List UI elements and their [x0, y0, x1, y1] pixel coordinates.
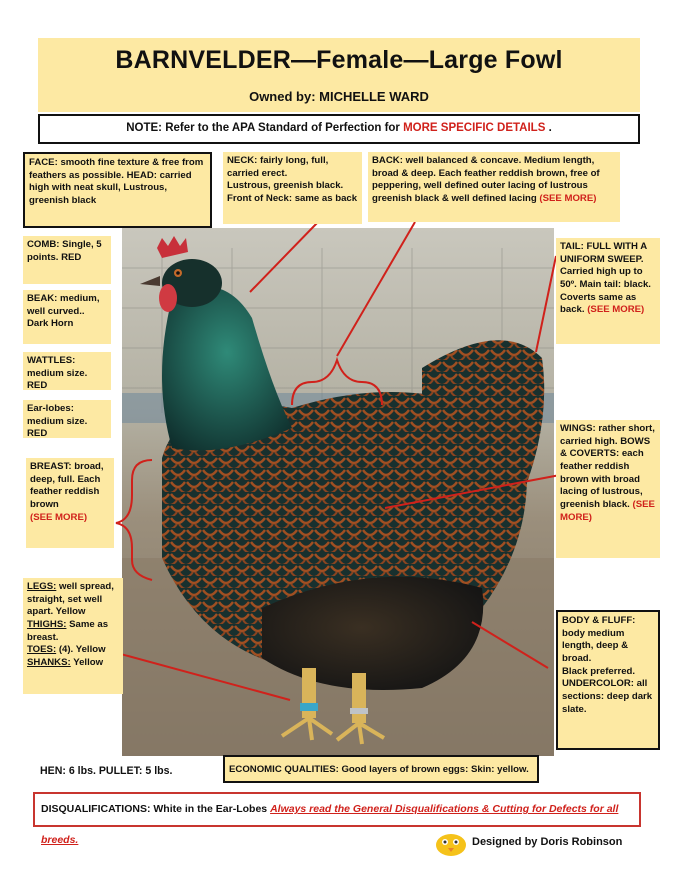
- note-highlight: MORE SPECIFIC DETAILS: [403, 122, 546, 134]
- breast-see-more-link[interactable]: (SEE MORE): [30, 511, 88, 523]
- legs-label: [23, 578, 123, 694]
- earlobes-label: [23, 400, 111, 438]
- designer-credit: [434, 829, 644, 857]
- body-line-3: UNDERCOLOR: all sections: deep dark slate.: [562, 678, 653, 715]
- tail-text: TAIL: FULL WITH A UNIFORM SWEEP. Carried high up to 50º. Main tail: black. Coverts same as back.: [560, 241, 651, 316]
- body-line-1: BODY & FLUFF: body medium length, deep & broad.: [562, 615, 636, 664]
- legs-term: LEGS:: [27, 581, 57, 592]
- back-label: [368, 152, 620, 222]
- earlobes-text: Ear-lobes: medium size. RED: [27, 403, 88, 440]
- face-text: FACE: smooth fine texture & free from feathers as possible. HEAD: carried high with neat skull, Lustrous, greenish black: [29, 157, 204, 206]
- disqualifications-label: DISQUALIFICATIONS: White in the Ear-Lobes: [41, 803, 271, 815]
- designer-text: Designed by Doris Robinson: [472, 836, 623, 848]
- note-text: NOTE: Refer to the APA Standard of Perfection for: [126, 122, 404, 134]
- wings-text: WINGS: rather short, carried high. BOWS & COVERTS: each feather reddish brown with broad lacing of lustrous, greenish black.: [560, 423, 655, 510]
- neck-line-3: Front of Neck: same as back: [227, 192, 358, 204]
- neck-label: [223, 152, 362, 224]
- note-end: .: [545, 122, 552, 134]
- breast-text: BREAST: broad, deep, full. Each feather reddish brown: [30, 461, 104, 510]
- face-label: [23, 152, 212, 228]
- wattles-label: [23, 352, 111, 390]
- back-text: BACK: well balanced & concave. Medium length, broad & deep. Each feather reddish brown, free of peppering, well defined outer lacing of lustrous greenish black & well defined lacing: [372, 155, 600, 204]
- neck-line-1: NECK: fairly long, full, carried erect.: [227, 155, 329, 179]
- neck-line-2: Lustrous, greenish black.: [227, 180, 344, 192]
- legs-text: well spread, straight, set well apart. Yellow: [27, 581, 114, 618]
- body-fluff-label: [556, 610, 660, 750]
- thighs-text: Same as breast.: [27, 618, 109, 643]
- page-title: BARNVELDER—Female—Large Fowl: [115, 46, 563, 74]
- beak-text: BEAK: medium, well curved.. Dark Horn: [27, 293, 100, 330]
- breast-label: [26, 458, 114, 548]
- chick-icon: [434, 829, 468, 857]
- wattles-text: WATTLES: medium size. RED: [27, 355, 88, 392]
- toes-text: (4). Yellow: [56, 644, 106, 656]
- tail-see-more-link[interactable]: (SEE MORE): [587, 304, 645, 316]
- shanks-text: Yellow: [70, 656, 104, 668]
- tail-label: [556, 238, 660, 344]
- economic-text: ECONOMIC QUALITIES: Good layers of brown eggs: Skin: yellow.: [229, 764, 529, 775]
- wings-see-more-link[interactable]: (SEE MORE): [560, 498, 655, 523]
- back-see-more-link[interactable]: (SEE MORE): [539, 192, 597, 204]
- comb-text: COMB: Single, 5 points. RED: [27, 239, 102, 263]
- owner-line: Owned by: MICHELLE WARD: [249, 89, 429, 104]
- economic-qualities: [223, 755, 539, 783]
- wings-label: [556, 420, 660, 558]
- shanks-term: SHANKS:: [27, 656, 71, 668]
- thighs-term: THIGHS:: [27, 618, 67, 630]
- disqualifications-note: Always read the General Disqualifications & Cutting for Defects for all breeds.: [41, 803, 619, 846]
- toes-term: TOES:: [27, 644, 57, 656]
- beak-label: [23, 290, 111, 344]
- weights-line: HEN: 6 lbs. PULLET: 5 lbs.: [40, 765, 173, 777]
- comb-label: [23, 236, 111, 284]
- body-line-2: Black preferred.: [562, 665, 636, 677]
